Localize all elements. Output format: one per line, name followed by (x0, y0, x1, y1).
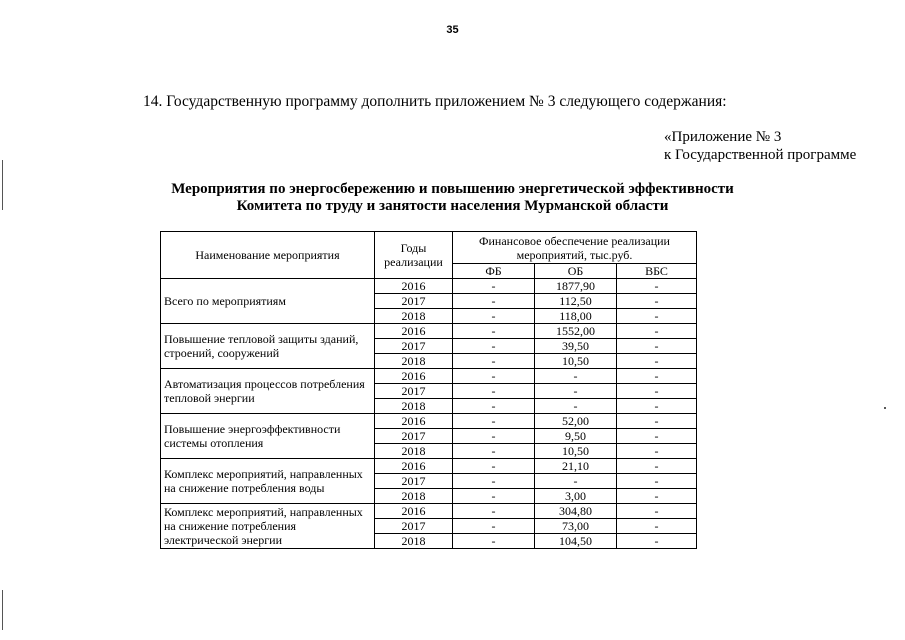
cell-ob: 304,80 (535, 504, 617, 519)
measure-name: Повышение тепловой защиты зданий, строений, сооружений (161, 324, 375, 369)
cell-ob: 1877,90 (535, 279, 617, 294)
table-row (161, 459, 697, 474)
cell-ob: 1552,00 (535, 324, 617, 339)
cell-fb: - (453, 519, 535, 534)
header-fb: ФБ (453, 264, 535, 279)
cell-ob: 3,00 (535, 489, 617, 504)
cell-vbs: - (617, 339, 697, 354)
appendix-line-2: к Государственной программе (664, 147, 857, 163)
cell-ob: 52,00 (535, 414, 617, 429)
cell-vbs: - (617, 324, 697, 339)
cell-vbs: - (617, 534, 697, 549)
cell-year: 2016 (375, 504, 453, 519)
cell-ob: - (535, 369, 617, 384)
cell-ob: 112,50 (535, 294, 617, 309)
cell-fb: - (453, 474, 535, 489)
measure-name: Всего по мероприятиям (161, 279, 375, 324)
appendix-line-1: «Приложение № 3 (664, 129, 782, 145)
measures-table (160, 231, 697, 549)
page-number: 35 (446, 24, 459, 36)
cell-ob: 10,50 (535, 444, 617, 459)
cell-vbs: - (617, 384, 697, 399)
cell-vbs: - (617, 459, 697, 474)
cell-fb: - (453, 444, 535, 459)
cell-year: 2017 (375, 294, 453, 309)
header-vbs: ВБС (617, 264, 697, 279)
cell-ob: 104,50 (535, 534, 617, 549)
table-row (161, 279, 697, 294)
cell-vbs: - (617, 474, 697, 489)
cell-vbs: - (617, 519, 697, 534)
cell-year: 2017 (375, 429, 453, 444)
cell-vbs: - (617, 309, 697, 324)
cell-fb: - (453, 489, 535, 504)
cell-vbs: - (617, 354, 697, 369)
cell-year: 2018 (375, 399, 453, 414)
cell-year: 2016 (375, 369, 453, 384)
cell-fb: - (453, 414, 535, 429)
cell-year: 2017 (375, 339, 453, 354)
cell-fb: - (453, 504, 535, 519)
cell-ob: 118,00 (535, 309, 617, 324)
cell-year: 2016 (375, 459, 453, 474)
title-line-2: Комитета по труду и занятости населения Мурманской области (236, 198, 669, 214)
measure-name: Комплекс мероприятий, направленных на снижение потребления воды (161, 459, 375, 504)
cell-fb: - (453, 429, 535, 444)
cell-year: 2016 (375, 279, 453, 294)
cell-fb: - (453, 339, 535, 354)
cell-fb: - (453, 384, 535, 399)
table-row (161, 369, 697, 384)
cell-year: 2018 (375, 534, 453, 549)
cell-vbs: - (617, 414, 697, 429)
header-ob: ОБ (535, 264, 617, 279)
cell-vbs: - (617, 279, 697, 294)
cell-year: 2017 (375, 474, 453, 489)
cell-fb: - (453, 399, 535, 414)
scan-edge-line (2, 590, 3, 630)
scan-speck (884, 407, 886, 409)
cell-vbs: - (617, 444, 697, 459)
cell-year: 2017 (375, 384, 453, 399)
cell-ob: 9,50 (535, 429, 617, 444)
cell-fb: - (453, 354, 535, 369)
cell-ob: 73,00 (535, 519, 617, 534)
cell-ob: 10,50 (535, 354, 617, 369)
document-title (0, 181, 905, 215)
cell-year: 2018 (375, 489, 453, 504)
cell-ob: - (535, 399, 617, 414)
scan-edge-line (2, 160, 3, 210)
measure-name: Комплекс мероприятий, направленных на снижение потребления электрической энергии (161, 504, 375, 549)
appendix-reference (664, 128, 856, 164)
cell-fb: - (453, 534, 535, 549)
header-years: Годы реализации (375, 232, 453, 279)
cell-year: 2016 (375, 324, 453, 339)
cell-fb: - (453, 279, 535, 294)
table-body (161, 279, 697, 549)
cell-year: 2018 (375, 309, 453, 324)
header-name: Наименование мероприятия (161, 232, 375, 279)
cell-fb: - (453, 294, 535, 309)
table-row (161, 414, 697, 429)
cell-year: 2018 (375, 354, 453, 369)
cell-year: 2017 (375, 519, 453, 534)
cell-ob: - (535, 384, 617, 399)
table-row (161, 504, 697, 519)
cell-ob: 21,10 (535, 459, 617, 474)
cell-ob: 39,50 (535, 339, 617, 354)
measure-name: Повышение энергоэффективности системы отопления (161, 414, 375, 459)
cell-vbs: - (617, 429, 697, 444)
cell-vbs: - (617, 369, 697, 384)
cell-fb: - (453, 369, 535, 384)
cell-ob: - (535, 474, 617, 489)
measure-name: Автоматизация процессов потребления тепловой энергии (161, 369, 375, 414)
cell-vbs: - (617, 489, 697, 504)
table-row (161, 324, 697, 339)
cell-vbs: - (617, 294, 697, 309)
header-financing: Финансовое обеспечение реализации мероприятий, тыс.руб. (453, 232, 697, 264)
cell-fb: - (453, 324, 535, 339)
cell-year: 2018 (375, 444, 453, 459)
cell-vbs: - (617, 399, 697, 414)
cell-fb: - (453, 459, 535, 474)
intro-paragraph: 14. Государственную программу дополнить приложением № 3 следующего содержания: (143, 93, 727, 110)
cell-fb: - (453, 309, 535, 324)
cell-year: 2016 (375, 414, 453, 429)
cell-vbs: - (617, 504, 697, 519)
title-line-1: Мероприятия по энергосбережению и повышению энергетической эффективности (171, 181, 734, 197)
